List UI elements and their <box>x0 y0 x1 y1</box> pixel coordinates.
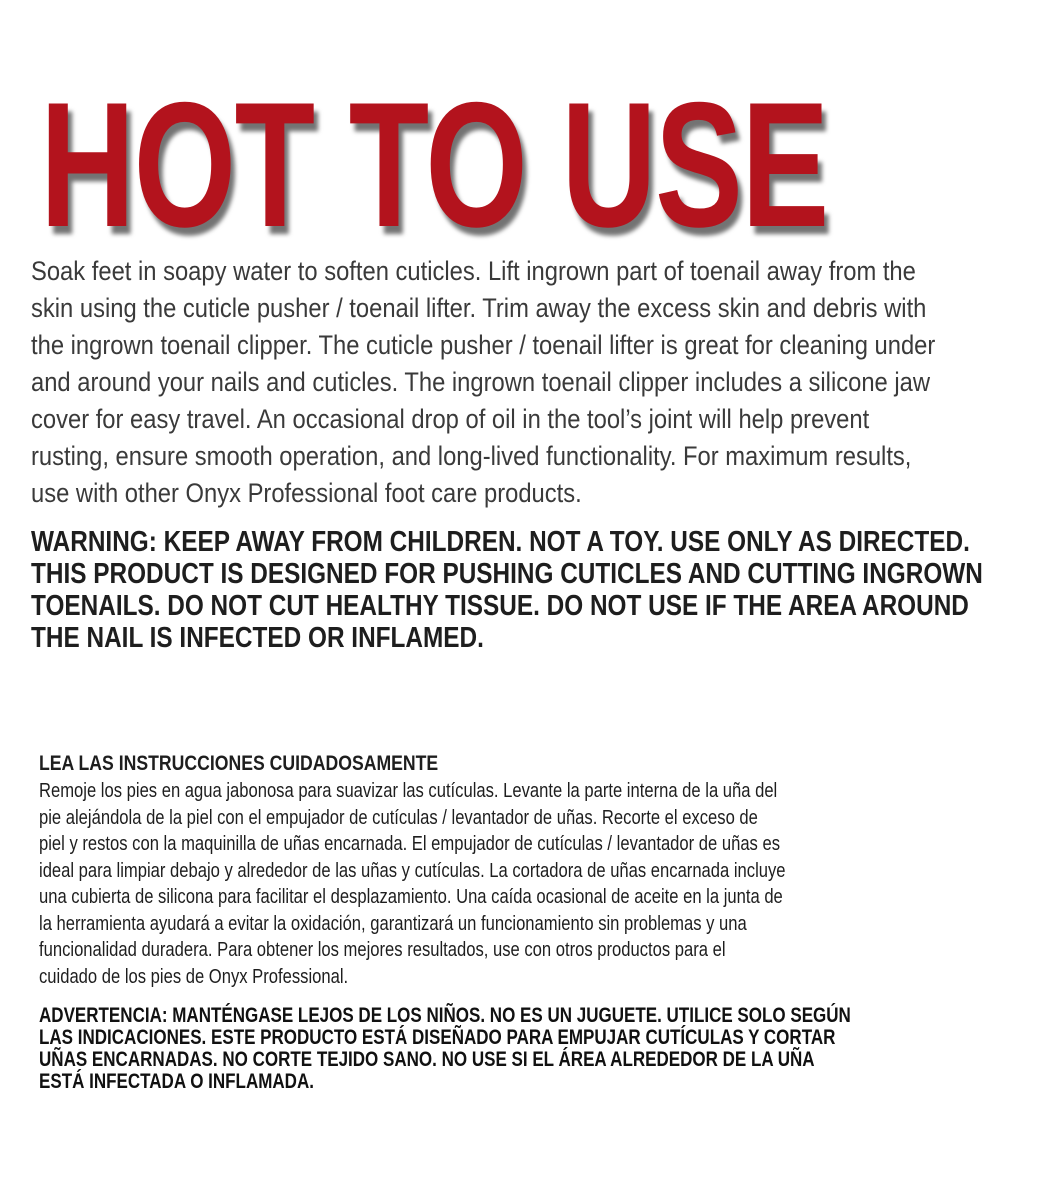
spanish-heading: LEA LAS INSTRUCCIONES CUIDADOSAMENTE <box>39 752 439 775</box>
english-warning-line: TOENAILS. DO NOT CUT HEALTHY TISSUE. DO NOT USE IF THE AREA AROUND <box>31 590 969 622</box>
page-title: HOT TO USE <box>40 65 828 264</box>
spanish-instructions-line: ideal para limpiar debajo y alrededor de las uñas y cutículas. La cortadora de uñas encarnada incluye <box>39 859 786 882</box>
spanish-instructions-line: cuidado de los pies de Onyx Professional. <box>39 965 349 988</box>
english-warning-line: WARNING: KEEP AWAY FROM CHILDREN. NOT A TOY. USE ONLY AS DIRECTED. <box>31 526 970 558</box>
spanish-warning-line: ESTÁ INFECTADA O INFLAMADA. <box>39 1070 314 1093</box>
english-instructions-line: cover for easy travel. An occasional drop of oil in the tool’s joint will help prevent <box>31 404 870 434</box>
english-warning-line: THE NAIL IS INFECTED OR INFLAMED. <box>31 622 484 654</box>
spanish-instructions-line: Remoje los pies en agua jabonosa para suavizar las cutículas. Levante la parte interna de la uña del <box>39 780 778 802</box>
spanish-instructions-line: funcionalidad duradera. Para obtener los mejores resultados, use con otros productos para el <box>39 939 726 961</box>
english-instructions <box>31 253 1025 512</box>
english-instructions-line: Soak feet in soapy water to soften cuticles. Lift ingrown part of toenail away from the <box>31 256 916 286</box>
english-instructions-line: skin using the cuticle pusher / toenail lifter. Trim away the excess skin and debris with <box>31 293 927 323</box>
spanish-warning <box>39 1005 865 1093</box>
spanish-instructions-line: la herramienta ayudará a evitar la oxidación, garantizará un funcionamiento sin problemas y una <box>39 912 747 935</box>
spanish-instructions-line: pie alejándola de la piel con el empujador de cutículas / levantador de uñas. Recorte el exceso de <box>39 806 758 829</box>
spanish-instructions-line: piel y restos con la maquinilla de uñas encarnada. El empujador de cutículas / levantador de uñas es <box>39 833 780 855</box>
english-warning-line: THIS PRODUCT IS DESIGNED FOR PUSHING CUTICLES AND CUTTING INGROWN <box>31 558 983 590</box>
english-instructions-line: the ingrown toenail clipper. The cuticle pusher / toenail lifter is great for cleaning under <box>31 330 936 360</box>
spanish-warning-line: ADVERTENCIA: MANTÉNGASE LEJOS DE LOS NIÑOS. NO ES UN JUGUETE. UTILICE SOLO SEGÚN <box>39 1004 851 1027</box>
spanish-instructions <box>39 778 869 990</box>
english-instructions-line: rusting, ensure smooth operation, and long-lived functionality. For maximum results, <box>31 441 912 471</box>
english-warning <box>31 526 1005 654</box>
spanish-warning-line: UÑAS ENCARNADAS. NO CORTE TEJIDO SANO. NO USE SI EL ÁREA ALREDEDOR DE LA UÑA <box>39 1048 815 1071</box>
spanish-warning-line: LAS INDICACIONES. ESTE PRODUCTO ESTÁ DISEÑADO PARA EMPUJAR CUTÍCULAS Y CORTAR <box>39 1026 836 1049</box>
spanish-instructions-line: una cubierta de silicona para facilitar el desplazamiento. Una caída ocasional de aceite en la junta de <box>39 886 783 908</box>
english-instructions-line: use with other Onyx Professional foot care products. <box>31 478 582 508</box>
english-instructions-line: and around your nails and cuticles. The ingrown toenail clipper includes a silicone jaw <box>31 367 931 397</box>
